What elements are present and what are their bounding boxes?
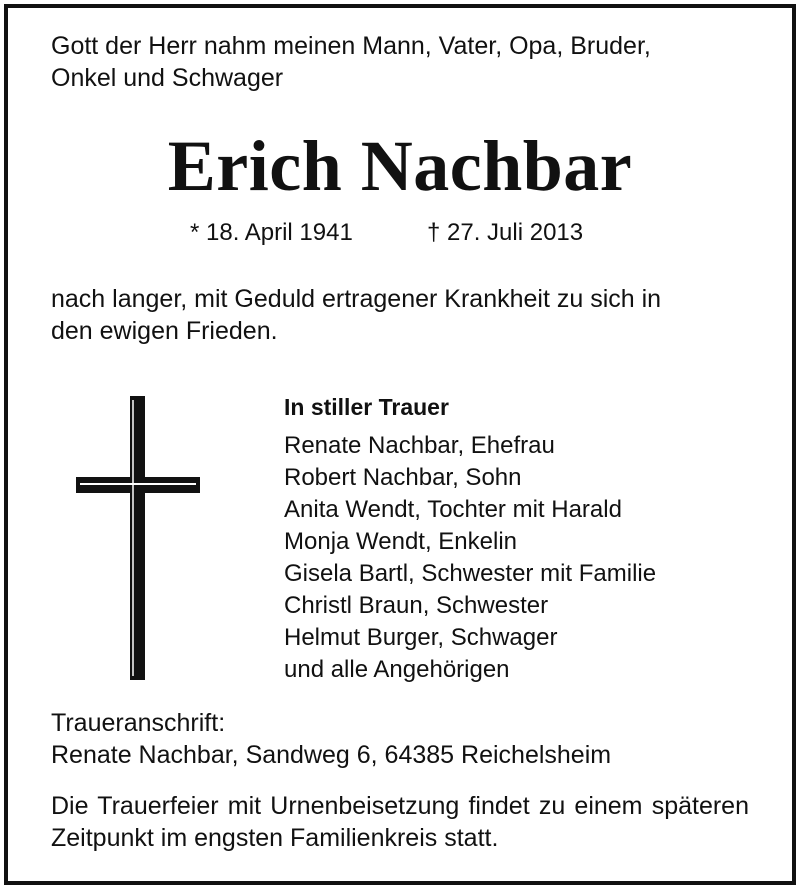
mourner-item: Anita Wendt, Tochter mit Harald xyxy=(284,496,622,523)
mourner-item: Gisela Bartl, Schwester mit Familie xyxy=(284,560,657,587)
intro-line-2: Onkel und Schwager xyxy=(51,64,284,92)
mourner-item: Robert Nachbar, Sohn xyxy=(284,464,522,491)
cross-icon xyxy=(76,396,200,680)
mourner-item: Monja Wendt, Enkelin xyxy=(284,528,518,555)
mourner-item: Renate Nachbar, Ehefrau xyxy=(284,432,555,459)
mourner-item: Helmut Burger, Schwager xyxy=(284,624,558,651)
mourner-item: und alle Angehörigen xyxy=(284,656,510,683)
address-label: Traueranschrift: xyxy=(51,709,226,737)
intro-line-1: Gott der Herr nahm meinen Mann, Vater, Opa, Bruder, xyxy=(51,32,651,60)
birth-date: * 18. April 1941 xyxy=(190,219,353,246)
address-value: Renate Nachbar, Sandweg 6, 64385 Reichelsheim xyxy=(51,741,612,769)
mourner-item: Christl Braun, Schwester xyxy=(284,592,549,619)
death-date: † 27. Juli 2013 xyxy=(427,219,584,246)
closing-note: Die Trauerfeier mit Urnenbeisetzung findet zu einem späteren Zeitpunkt im engsten Familienkreis statt. xyxy=(51,792,749,852)
message-line-2: den ewigen Frieden. xyxy=(51,317,278,345)
mourners-list xyxy=(284,430,656,686)
message-line-1: nach langer, mit Geduld ertragener Krankheit zu sich in xyxy=(51,285,662,313)
mourning-heading: In stiller Trauer xyxy=(284,394,449,420)
deceased-name: Erich Nachbar xyxy=(167,126,633,206)
